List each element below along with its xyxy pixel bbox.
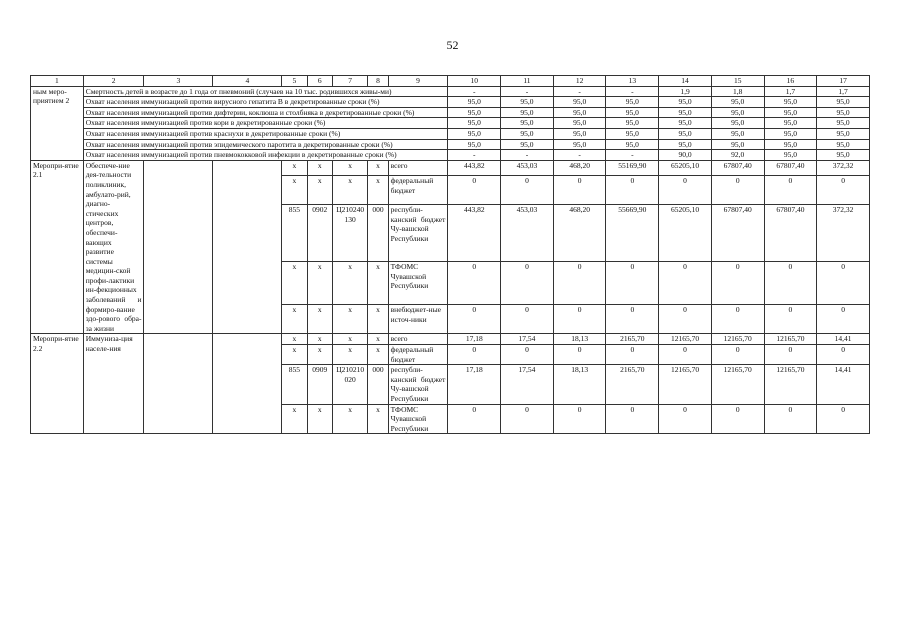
indicator-value: 95,0: [448, 118, 501, 129]
budget-code: х: [282, 404, 307, 434]
funding-value: 2165,70: [606, 334, 659, 345]
funding-value: 0: [817, 176, 870, 205]
funding-value: 0: [553, 262, 606, 305]
funding-value: 453,03: [501, 205, 554, 262]
funding-value: 67807,40: [764, 205, 817, 262]
indicator-value: 95,0: [764, 139, 817, 150]
column-number: 5: [282, 76, 307, 87]
funding-value: 0: [448, 305, 501, 334]
funding-value: 0: [501, 404, 554, 434]
funding-value: 372,32: [817, 205, 870, 262]
column-number: 14: [659, 76, 712, 87]
indicator-value: 95,0: [606, 118, 659, 129]
funding-value: 468,20: [553, 160, 606, 175]
budget-code: 855: [282, 365, 307, 404]
indicator-value: 95,0: [501, 107, 554, 118]
indicator-value: 95,0: [606, 128, 659, 139]
column-number: 17: [817, 76, 870, 87]
funding-value: 12165,70: [659, 334, 712, 345]
empty-cell: [144, 334, 213, 434]
measure-title: Меропри-ятие 2.1: [31, 160, 84, 334]
funding-value: 67807,40: [711, 160, 764, 175]
budget-code: х: [307, 305, 332, 334]
indicator-row: [31, 118, 870, 129]
funding-source: внебюджет-ные источ-ники: [388, 305, 448, 334]
indicator-value: 95,0: [764, 118, 817, 129]
indicator-value: 95,0: [659, 118, 712, 129]
funding-value: 0: [659, 176, 712, 205]
indicator-value: 95,0: [501, 97, 554, 108]
indicator-text: Охват населения иммунизацией против вирусного гепатита В в декретированные сроки (%): [83, 97, 448, 108]
indicator-value: 95,0: [711, 118, 764, 129]
indicator-value: -: [501, 86, 554, 97]
indicator-value: 95,0: [711, 97, 764, 108]
funding-value: 55169,90: [606, 160, 659, 175]
budget-code: х: [368, 305, 388, 334]
indicator-value: -: [501, 150, 554, 161]
indicator-value: 90,0: [659, 150, 712, 161]
funding-value: 17,18: [448, 334, 501, 345]
indicator-text: Охват населения иммунизацией против эпидемического паротита в декретированные сроки (%): [83, 139, 448, 150]
budget-code: х: [307, 176, 332, 205]
indicator-text: Охват населения иммунизацией против дифтерии, коклюша и столбняка в декретированные сроки (%): [83, 107, 448, 118]
funding-value: 0: [553, 345, 606, 365]
indicator-value: 95,0: [606, 139, 659, 150]
indicator-value: 1,8: [711, 86, 764, 97]
indicator-value: 95,0: [448, 97, 501, 108]
indicator-value: 95,0: [659, 139, 712, 150]
funding-source: республи-канский бюджет Чу-вашской Республики: [388, 205, 448, 262]
funding-value: 65205,10: [659, 160, 712, 175]
funding-value: 67807,40: [711, 205, 764, 262]
column-number: 3: [144, 76, 213, 87]
indicator-value: -: [606, 86, 659, 97]
funding-value: 0: [448, 404, 501, 434]
funding-value: 0: [659, 262, 712, 305]
budget-code: х: [368, 262, 388, 305]
page-number: 52: [446, 38, 459, 52]
indicator-text: Охват населения иммунизацией против кори в декретированные сроки (%): [83, 118, 448, 129]
funding-value: 372,32: [817, 160, 870, 175]
funding-value: 0: [501, 305, 554, 334]
column-number: 12: [553, 76, 606, 87]
funding-value: 12165,70: [764, 334, 817, 345]
indicator-value: 1,9: [659, 86, 712, 97]
funding-value: 0: [501, 176, 554, 205]
funding-value: 0: [501, 345, 554, 365]
column-number: 11: [501, 76, 554, 87]
budget-code: х: [307, 334, 332, 345]
indicator-value: -: [553, 150, 606, 161]
indicator-value: 95,0: [817, 97, 870, 108]
indicator-value: 95,0: [553, 107, 606, 118]
indicator-row: [31, 128, 870, 139]
funding-value: 0: [659, 305, 712, 334]
indicator-row: [31, 107, 870, 118]
funding-value: 0: [817, 305, 870, 334]
indicator-value: 1,7: [817, 86, 870, 97]
funding-value: 0: [711, 404, 764, 434]
funding-value: 0: [553, 404, 606, 434]
measure-description: Иммуниза-ция населе-ния: [83, 334, 144, 434]
budget-code: х: [307, 345, 332, 365]
funding-value: 468,20: [553, 205, 606, 262]
funding-value: 0: [817, 345, 870, 365]
funding-value: 17,54: [501, 334, 554, 345]
indicator-value: 95,0: [448, 128, 501, 139]
funding-value: 443,82: [448, 205, 501, 262]
column-number: 8: [368, 76, 388, 87]
column-number: 7: [332, 76, 367, 87]
column-number: 4: [213, 76, 282, 87]
indicator-value: 95,0: [711, 139, 764, 150]
funding-value: 0: [764, 176, 817, 205]
funding-value: 2165,70: [606, 365, 659, 404]
indicator-value: 95,0: [553, 128, 606, 139]
indicator-row: [31, 97, 870, 108]
budget-code: 0909: [307, 365, 332, 404]
budget-code: х: [332, 345, 367, 365]
table-header-row: [31, 76, 870, 87]
budget-code: х: [368, 404, 388, 434]
funding-value: 55669,90: [606, 205, 659, 262]
column-number: 6: [307, 76, 332, 87]
indicator-row: [31, 139, 870, 150]
funding-value: 0: [553, 305, 606, 334]
funding-value: 12165,70: [711, 334, 764, 345]
funding-value: 0: [448, 262, 501, 305]
funding-value: 0: [448, 176, 501, 205]
budget-code: 000: [368, 205, 388, 262]
indicator-value: 92,0: [711, 150, 764, 161]
funding-value: 0: [501, 262, 554, 305]
column-number: 13: [606, 76, 659, 87]
budget-code: х: [282, 160, 307, 175]
indicator-value: 95,0: [817, 107, 870, 118]
funding-source: республи-канский бюджет Чу-вашской Республики: [388, 365, 448, 404]
budget-code: 0902: [307, 205, 332, 262]
budget-code: х: [332, 334, 367, 345]
indicator-value: 95,0: [501, 118, 554, 129]
funding-source: федеральный бюджет: [388, 345, 448, 365]
column-number: 10: [448, 76, 501, 87]
funding-value: 443,82: [448, 160, 501, 175]
empty-cell: [144, 160, 213, 334]
funding-value: 0: [659, 404, 712, 434]
indicator-value: -: [448, 150, 501, 161]
funding-value: 0: [606, 404, 659, 434]
column-number: 15: [711, 76, 764, 87]
indicator-value: 95,0: [817, 139, 870, 150]
budget-code: х: [368, 176, 388, 205]
funding-value: 0: [711, 305, 764, 334]
funding-value: 18,13: [553, 334, 606, 345]
indicator-text: Охват населения иммунизацией против пневмококковой инфекции в декретированные сроки (%): [83, 150, 448, 161]
indicator-value: 95,0: [711, 107, 764, 118]
budget-code: х: [282, 176, 307, 205]
indicator-value: 95,0: [764, 128, 817, 139]
indicator-value: 95,0: [817, 118, 870, 129]
budget-code: х: [282, 262, 307, 305]
indicator-value: 95,0: [817, 128, 870, 139]
indicator-text: Смертность детей в возрасте до 1 года от пневмоний (случаев на 10 тыс. родившихся живы-ми): [83, 86, 448, 97]
funding-value: 17,54: [501, 365, 554, 404]
measure-title: Меропри-ятие 2.2: [31, 334, 84, 434]
measure-row: [31, 160, 870, 175]
budget-code: Ц210240 130: [332, 205, 367, 262]
funding-value: 12165,70: [659, 365, 712, 404]
column-number: 16: [764, 76, 817, 87]
budget-code: х: [332, 160, 367, 175]
funding-value: 18,13: [553, 365, 606, 404]
funding-value: 14,41: [817, 334, 870, 345]
funding-value: 0: [606, 345, 659, 365]
funding-source: всего: [388, 160, 448, 175]
indicator-value: -: [606, 150, 659, 161]
funding-source: ТФОМС Чувашской Республики: [388, 262, 448, 305]
indicator-value: 95,0: [448, 107, 501, 118]
funding-value: 0: [764, 345, 817, 365]
indicator-value: -: [448, 86, 501, 97]
indicator-value: 95,0: [711, 128, 764, 139]
budget-code: х: [368, 160, 388, 175]
indicator-value: 95,0: [659, 107, 712, 118]
budget-code: х: [282, 345, 307, 365]
indicator-row: [31, 150, 870, 161]
empty-cell: [213, 160, 282, 334]
funding-value: 12165,70: [764, 365, 817, 404]
column-number: 9: [388, 76, 448, 87]
budget-code: Ц210210 020: [332, 365, 367, 404]
budget-code: х: [307, 404, 332, 434]
funding-value: 0: [817, 404, 870, 434]
indicator-row: [31, 86, 870, 97]
indicator-value: 95,0: [764, 107, 817, 118]
indicator-value: 95,0: [659, 97, 712, 108]
funding-value: 0: [764, 404, 817, 434]
funding-value: 0: [711, 176, 764, 205]
indicator-value: 95,0: [764, 97, 817, 108]
funding-value: 0: [764, 262, 817, 305]
budget-code: х: [282, 305, 307, 334]
indicator-value: 95,0: [553, 118, 606, 129]
budget-code: х: [332, 305, 367, 334]
funding-value: 0: [764, 305, 817, 334]
column-number: 1: [31, 76, 84, 87]
funding-value: 0: [553, 176, 606, 205]
budget-code: х: [307, 160, 332, 175]
column-number: 2: [83, 76, 144, 87]
indicator-value: 95,0: [553, 97, 606, 108]
program-table: [30, 75, 870, 434]
funding-source: федеральный бюджет: [388, 176, 448, 205]
funding-value: 0: [606, 305, 659, 334]
funding-value: 0: [448, 345, 501, 365]
indicator-value: 95,0: [448, 139, 501, 150]
funding-value: 65205,10: [659, 205, 712, 262]
empty-cell: [213, 334, 282, 434]
indicator-value: 95,0: [764, 150, 817, 161]
indicator-text: Охват населения иммунизацией против краснухи в декретированные сроки (%): [83, 128, 448, 139]
indicator-value: -: [553, 86, 606, 97]
indicator-value: 95,0: [817, 150, 870, 161]
funding-value: 0: [711, 345, 764, 365]
measure-description: Обеспече-ние дея-тельности поликлиник, амбулато-рий, диагно-стических центров, обеспечи-вающих развитие системы медицин-ской профи-лактики ин-фекционных заболеваний и формиро-вание здо-рового обра-за жизни: [83, 160, 144, 334]
indicator-value: 95,0: [606, 97, 659, 108]
budget-code: х: [368, 345, 388, 365]
funding-value: 453,03: [501, 160, 554, 175]
budget-code: х: [332, 176, 367, 205]
funding-value: 0: [659, 345, 712, 365]
indicator-value: 95,0: [553, 139, 606, 150]
funding-value: 0: [817, 262, 870, 305]
budget-code: х: [368, 334, 388, 345]
indicator-value: 95,0: [659, 128, 712, 139]
funding-value: 0: [711, 262, 764, 305]
funding-value: 14,41: [817, 365, 870, 404]
budget-code: х: [332, 404, 367, 434]
funding-value: 17,18: [448, 365, 501, 404]
funding-value: 12165,70: [711, 365, 764, 404]
indicator-value: 1,7: [764, 86, 817, 97]
funding-source: ТФОМС Чувашской Республики: [388, 404, 448, 434]
measure-row: [31, 334, 870, 345]
indicator-value: 95,0: [501, 128, 554, 139]
budget-code: х: [282, 334, 307, 345]
budget-code: 855: [282, 205, 307, 262]
funding-source: всего: [388, 334, 448, 345]
funding-value: 0: [606, 176, 659, 205]
funding-value: 67807,40: [764, 160, 817, 175]
indicator-value: 95,0: [501, 139, 554, 150]
budget-code: х: [307, 262, 332, 305]
indicator-group-label: ным меро-приятием 2: [31, 86, 84, 160]
budget-code: 000: [368, 365, 388, 404]
funding-value: 0: [606, 262, 659, 305]
budget-code: х: [332, 262, 367, 305]
indicator-value: 95,0: [606, 107, 659, 118]
